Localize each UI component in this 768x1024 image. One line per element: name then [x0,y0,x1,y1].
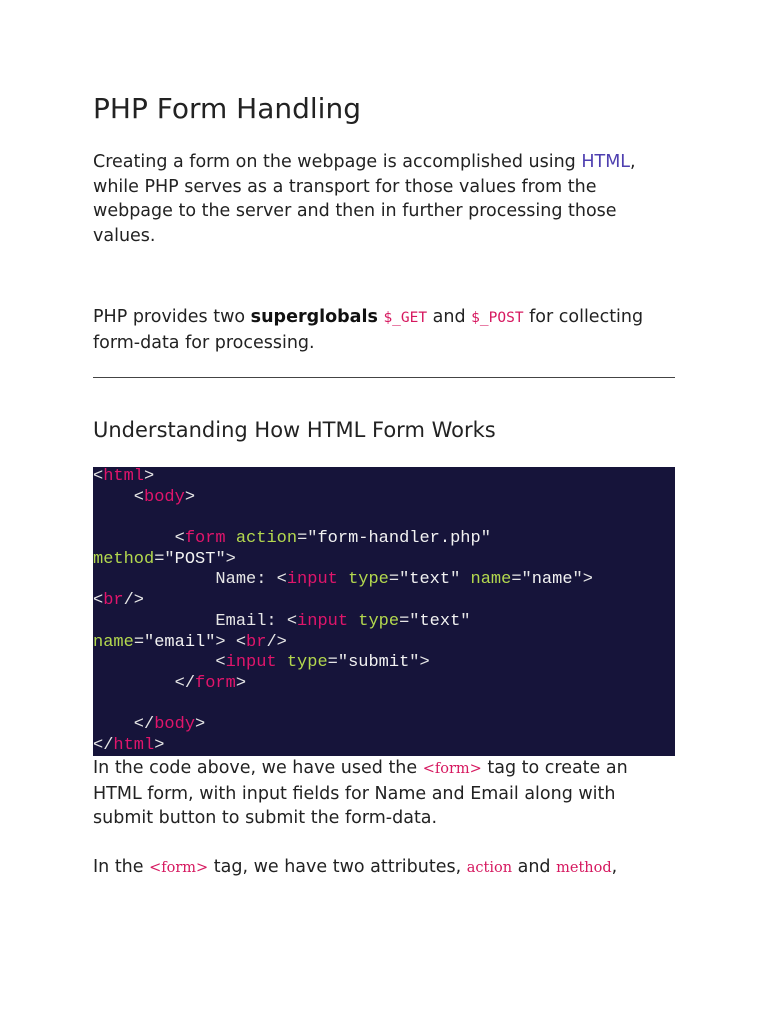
code-punct: > [195,715,206,735]
code-punct [348,612,358,631]
superglobals-bold: superglobals [250,307,378,327]
code-string: email [154,632,206,652]
code-string: submit [348,653,410,673]
html-link[interactable]: HTML [581,152,631,172]
code-block [93,467,675,756]
attrs-text-2: tag, we have two attributes, [208,856,467,877]
code-punct: =" [388,570,410,590]
superglobals-paragraph [93,305,675,355]
code-punct: </ [93,735,114,755]
section-divider [93,377,675,378]
code-punct: /> [266,632,287,652]
code-punct: =" [297,529,318,549]
code-punct: "> [409,653,430,673]
form-tag-inline: <form> [422,761,482,777]
code-line [93,633,675,654]
code-line [93,467,675,488]
attrs-text-4: , [611,856,618,877]
section-title: Understanding How HTML Form Works [93,418,496,442]
code-tag: br [103,591,124,611]
code-attr: type [358,611,400,631]
code-line [93,695,675,716]
code-punct: " [460,611,471,631]
superglobals-text-3: and [427,307,472,327]
code-punct: /> [123,591,145,611]
code-attr: type [348,570,389,590]
code-punct: =" [154,549,175,569]
code-punct: =" [399,611,420,631]
form-tag-inline-2: <form> [149,859,209,876]
code-tag: html [113,735,155,755]
attrs-text-3: and [512,856,557,877]
code-tag: form [195,673,236,693]
code-punct: =" [133,632,155,652]
code-punct [226,529,236,548]
code-line [93,653,675,674]
superglobals-text-4: for collecting form-data for processing. [93,307,644,353]
code-punct: > [235,673,247,693]
attributes-paragraph [93,855,675,881]
code-explanation-paragraph [93,756,675,831]
code-tag: input [286,570,338,590]
code-line [93,570,675,591]
code-punct: > [184,487,196,507]
code-attr: name [93,632,134,652]
method-attr-inline: method [556,859,612,876]
code-string: form-handler.php [317,529,481,549]
post-code: $_POST [471,310,524,326]
code-punct: < [93,653,226,673]
code-punct [277,653,287,672]
code-punct: > [144,467,155,486]
code-punct: =" [511,570,532,590]
code-attr: name [470,570,512,590]
code-punct: "> [215,549,236,569]
attrs-text-1: In the [93,856,150,877]
code-tag: body [144,487,185,507]
code-punct: Name: < [93,570,287,590]
intro-paragraph [93,150,675,248]
code-punct [338,570,348,589]
intro-text-before: Creating a form on the webpage is accomplished using [93,152,582,172]
code-tag: br [246,632,267,652]
after-code-text-2: tag to create an HTML form, with input fields for Name and Email along with submit button to submit the form-data. [93,758,628,828]
code-tag: body [154,715,196,735]
code-line [93,612,675,633]
superglobals-text-1: PHP provides two [93,307,251,327]
code-punct: "> < [205,632,247,652]
code-punct: < [93,487,145,507]
code-punct: < [93,529,185,549]
code-punct: " [450,570,471,590]
code-attr: method [93,549,155,569]
code-tag: input [297,611,349,631]
code-tag: input [225,653,277,673]
code-string: POST [174,549,216,569]
code-string: text [419,611,461,631]
code-line [93,591,675,612]
page-title: PHP Form Handling [93,92,361,125]
code-tag: html [103,467,145,486]
code-punct: Email: < [93,611,298,631]
intro-text-after: , while PHP serves as a transport for those values from the webpage to the server and then in further processing those values. [93,152,636,246]
code-punct: =" [327,653,349,673]
code-line [93,529,675,550]
code-punct: "> [572,570,593,590]
code-line [93,715,675,736]
code-line [93,508,675,529]
code-string: text [409,570,451,590]
code-string: name [531,570,573,590]
code-line [93,488,675,509]
code-punct: < [93,467,104,486]
article [93,92,675,880]
code-punct: > [154,735,165,755]
code-punct: </ [93,715,155,735]
after-code-text-1: In the code above, we have used the [93,758,423,778]
code-punct: < [93,591,104,611]
action-attr-inline: action [466,859,513,876]
code-line [93,674,675,695]
code-attr: type [286,653,328,673]
get-code: $_GET [383,310,428,326]
code-tag: form [184,529,226,549]
code-punct: </ [93,673,196,693]
code-line [93,550,675,571]
code-attr: action [235,529,298,549]
code-line [93,736,675,756]
code-punct: " [480,529,491,549]
